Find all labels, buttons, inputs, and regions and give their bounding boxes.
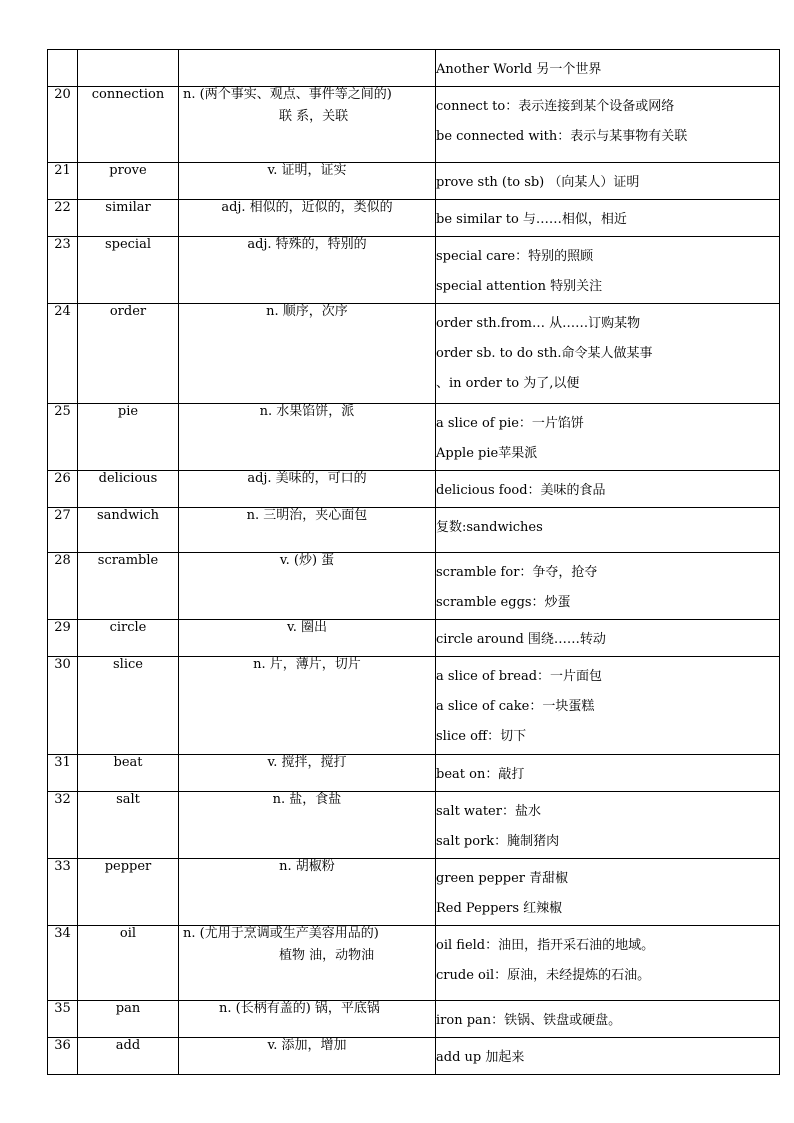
entry-word: beat: [78, 755, 179, 792]
table-row: [48, 1001, 780, 1038]
usage-line: special care：特别的照顾: [436, 249, 594, 264]
table-row: [48, 620, 780, 657]
entry-usage: [436, 50, 780, 87]
entry-word: order: [78, 304, 179, 404]
usage-line: be similar to 与……相似，相近: [436, 212, 627, 227]
entry-word: connection: [78, 87, 179, 163]
entry-number: 23: [48, 237, 78, 304]
usage-line: delicious food：美味的食品: [436, 483, 606, 498]
entry-number: 33: [48, 859, 78, 926]
usage-line: circle around 围绕……转动: [436, 632, 606, 647]
entry-meaning: [179, 50, 436, 87]
entry-meaning: n. 片，薄片，切片: [179, 657, 436, 755]
vocabulary-table: [47, 49, 780, 1075]
entry-meaning-line: 联 系，关联: [279, 109, 349, 124]
entry-usage: [436, 304, 780, 404]
table-row: [48, 508, 780, 553]
entry-number: 20: [48, 87, 78, 163]
entry-number: 24: [48, 304, 78, 404]
entry-usage: [436, 859, 780, 926]
vocabulary-table-body: [48, 50, 780, 1075]
entry-usage: [436, 237, 780, 304]
usage-line: order sb. to do sth.命令某人做某事: [436, 346, 653, 361]
table-row: [48, 237, 780, 304]
usage-line: Apple pie苹果派: [436, 446, 538, 461]
entry-word: pepper: [78, 859, 179, 926]
entry-word: slice: [78, 657, 179, 755]
entry-usage: [436, 1038, 780, 1075]
entry-number: 28: [48, 553, 78, 620]
entry-meaning: v. (炒) 蛋: [179, 553, 436, 620]
entry-number: 21: [48, 163, 78, 200]
entry-word: oil: [78, 926, 179, 1001]
entry-meaning-line: n. (两个事实、观点、事件等之间的): [183, 87, 392, 102]
entry-number: 32: [48, 792, 78, 859]
table-row: [48, 471, 780, 508]
usage-line: special attention 特别关注: [436, 279, 603, 294]
entry-meaning: n. (长柄有盖的) 锅，平底锅: [179, 1001, 436, 1038]
entry-word: special: [78, 237, 179, 304]
entry-usage: [436, 404, 780, 471]
table-row: [48, 657, 780, 755]
entry-word: pie: [78, 404, 179, 471]
entry-usage: [436, 163, 780, 200]
usage-line: oil field：油田，指开采石油的地域。: [436, 938, 655, 953]
entry-usage: [436, 553, 780, 620]
usage-line: green pepper 青甜椒: [436, 871, 569, 886]
usage-line: connect to：表示连接到某个设备或网络: [436, 99, 675, 114]
entry-number: 27: [48, 508, 78, 553]
usage-line: prove sth (to sb) （向某人）证明: [436, 175, 640, 190]
usage-line: Another World 另一个世界: [436, 62, 602, 77]
entry-word: sandwich: [78, 508, 179, 553]
table-row: [48, 755, 780, 792]
entry-number: [48, 50, 78, 87]
entry-usage: [436, 1001, 780, 1038]
entry-meaning: adj. 特殊的，特别的: [179, 237, 436, 304]
entry-meaning: [179, 87, 436, 163]
entry-number: 35: [48, 1001, 78, 1038]
entry-number: 26: [48, 471, 78, 508]
entry-meaning: v. 证明，证实: [179, 163, 436, 200]
entry-word: delicious: [78, 471, 179, 508]
table-row: [48, 792, 780, 859]
table-row: [48, 926, 780, 1001]
entry-usage: [436, 471, 780, 508]
entry-word: prove: [78, 163, 179, 200]
usage-line: scramble for：争夺，抢夺: [436, 565, 598, 580]
usage-line: scramble eggs：炒蛋: [436, 595, 571, 610]
entry-meaning-line: 植物 油，动物油: [279, 948, 375, 963]
table-row: [48, 553, 780, 620]
entry-meaning: n. 顺序，次序: [179, 304, 436, 404]
table-row: [48, 163, 780, 200]
entry-usage: [436, 755, 780, 792]
entry-usage: [436, 620, 780, 657]
entry-word: pan: [78, 1001, 179, 1038]
usage-line: a slice of pie：一片馅饼: [436, 416, 584, 431]
usage-line: 复数:sandwiches: [436, 520, 543, 535]
usage-line: crude oil：原油，未经提炼的石油。: [436, 968, 651, 983]
usage-line: 、in order to 为了,以便: [436, 376, 580, 391]
usage-line: salt pork：腌制猪肉: [436, 834, 560, 849]
entry-word: salt: [78, 792, 179, 859]
entry-number: 36: [48, 1038, 78, 1075]
entry-word: circle: [78, 620, 179, 657]
table-row: [48, 200, 780, 237]
entry-number: 30: [48, 657, 78, 755]
usage-line: Red Peppers 红辣椒: [436, 901, 563, 916]
entry-usage: [436, 87, 780, 163]
usage-line: a slice of cake：一块蛋糕: [436, 699, 595, 714]
usage-line: salt water：盐水: [436, 804, 541, 819]
table-row: [48, 404, 780, 471]
entry-meaning: v. 搅拌，搅打: [179, 755, 436, 792]
entry-number: 29: [48, 620, 78, 657]
entry-usage: [436, 200, 780, 237]
table-row: [48, 50, 780, 87]
entry-meaning: v. 圈出: [179, 620, 436, 657]
table-row: [48, 859, 780, 926]
entry-meaning: n. 胡椒粉: [179, 859, 436, 926]
entry-usage: [436, 926, 780, 1001]
usage-line: be connected with：表示与某事物有关联: [436, 129, 688, 144]
table-row: [48, 1038, 780, 1075]
entry-meaning: adj. 相似的，近似的，类似的: [179, 200, 436, 237]
entry-meaning: v. 添加，增加: [179, 1038, 436, 1075]
entry-number: 25: [48, 404, 78, 471]
entry-number: 31: [48, 755, 78, 792]
entry-meaning: n. 水果馅饼，派: [179, 404, 436, 471]
usage-line: order sth.from… 从……订购某物: [436, 316, 641, 331]
entry-meaning: [179, 926, 436, 1001]
table-row: [48, 304, 780, 404]
entry-usage: [436, 657, 780, 755]
entry-word: similar: [78, 200, 179, 237]
entry-word: add: [78, 1038, 179, 1075]
entry-usage: [436, 508, 780, 553]
entry-word: scramble: [78, 553, 179, 620]
entry-number: 22: [48, 200, 78, 237]
usage-line: add up 加起来: [436, 1050, 525, 1065]
usage-line: iron pan：铁锅、铁盘或硬盘。: [436, 1013, 622, 1028]
entry-meaning: adj. 美味的，可口的: [179, 471, 436, 508]
entry-meaning-line: n. (尤用于烹调或生产美容用品的): [183, 926, 379, 941]
entry-word: [78, 50, 179, 87]
usage-line: slice off：切下: [436, 729, 527, 744]
entry-meaning: n. 三明治，夹心面包: [179, 508, 436, 553]
table-row: [48, 87, 780, 163]
usage-line: beat on：敲打: [436, 767, 525, 782]
entry-number: 34: [48, 926, 78, 1001]
usage-line: a slice of bread：一片面包: [436, 669, 603, 684]
entry-usage: [436, 792, 780, 859]
entry-meaning: n. 盐，食盐: [179, 792, 436, 859]
